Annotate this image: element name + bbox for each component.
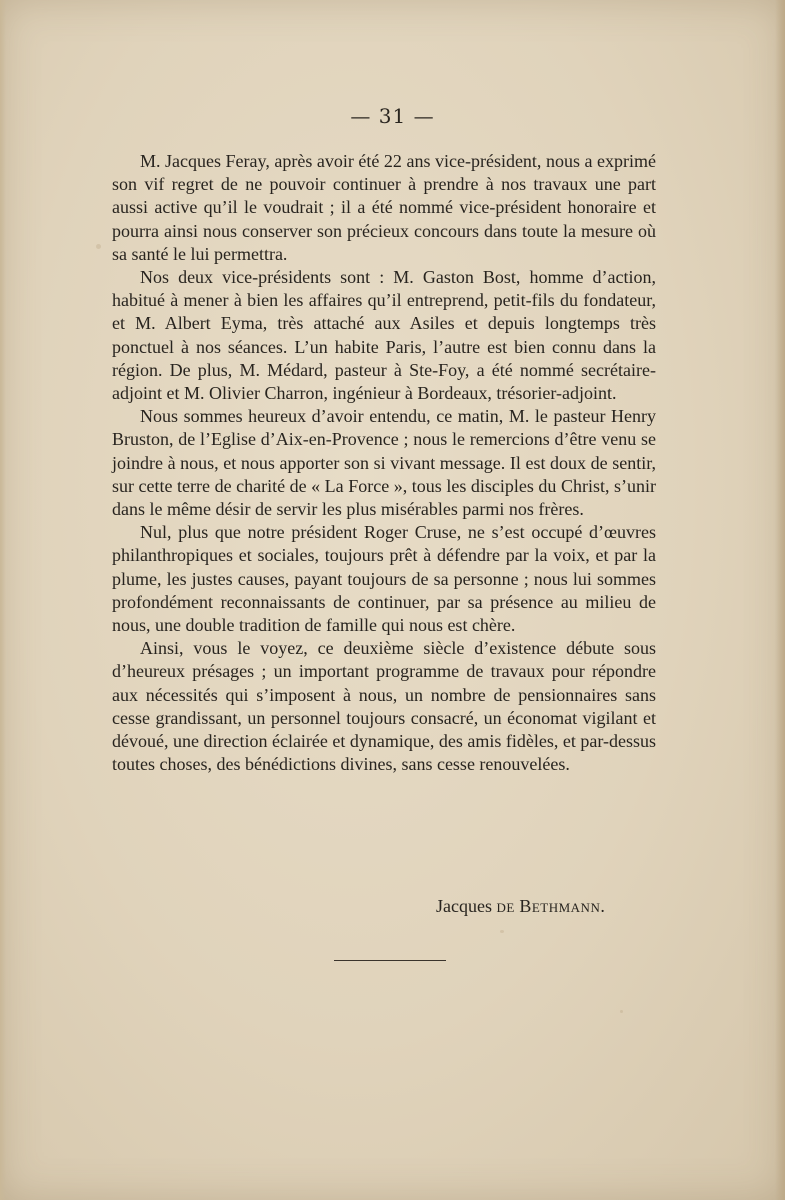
paragraph-cruse: Nul, plus que notre président Roger Cruse, ne s’est occupé d’œuvres philanthropiques et sociales, toujours prêt à défendre par la voix, et par la plume, les justes causes, payant toujours de sa personne ; nous lui sommes profondément reconnaissants de continuer, par sa présence au milieu de nous, une double tradition de famille qui nous est chère. xyxy=(112,522,656,636)
paragraph-vice-presidents: Nos deux vice-présidents sont : M. Gaston Bost, homme d’action, habitué à mener à bien les affaires qu’il entreprend, petit-fils du fondateur, et M. Albert Eyma, très attaché aux Asiles et depuis longtemps très ponctuel à nos séances. L’un habite Paris, l’autre est bien connu dans la région. De plus, M. Médard, pasteur à Ste-Foy, a été nommé secrétaire-adjoint et M. Olivier Charron, ingénieur à Bordeaux, trésorier-adjoint. xyxy=(112,267,656,404)
paragraph-conclusion: Ainsi, vous le voyez, ce deuxième siècle d’existence débute sous d’heureux présages ; un important programme de travaux pour répondre aux nécessités qui s’imposent à nous, un nombre de pensionnaires sans cesse grandissant, un personnel toujours consacré, un économat vigilant et dévoué, une direction éclairée et dynamique, des amis fidèles, et par-dessus toutes choses, des bénédictions divines, sans cesse renouvelées. xyxy=(112,638,656,775)
paragraph-bruston: Nous sommes heureux d’avoir entendu, ce matin, M. le pasteur Henry Bruston, de l’Eglise d’Aix-en-Provence ; nous le remercions d’être venu se joindre à nous, et nous apporter son si vivant message. Il est doux de sentir, sur cette terre de charité de « La Force », tous les disciples du Christ, s’unir dans le même désir de servir les plus misérables parmi nos frères. xyxy=(112,406,656,520)
paper-spot xyxy=(500,930,504,933)
paragraph-feray: M. Jacques Feray, après avoir été 22 ans vice-président, nous a exprimé son vif regret de ne pouvoir continuer à prendre à nos travaux une part aussi active qu’il le voudrait ; il a été nommé vice-président honoraire et pourra ainsi nous conserver son précieux concours dans toute la mesure où sa santé le lui permettra. xyxy=(112,151,656,264)
paper-spot xyxy=(620,1010,623,1013)
page-edge-left xyxy=(0,0,6,1200)
signature-first-name: Jacques xyxy=(436,896,492,916)
signature-surname: Bethmann. xyxy=(519,896,606,916)
closing-rule xyxy=(334,960,446,961)
page-edge-right xyxy=(775,0,785,1200)
paper-spot xyxy=(96,244,101,249)
signature-particle: de xyxy=(496,896,515,916)
page-number: — 31 — xyxy=(350,104,435,128)
body-text xyxy=(112,150,656,776)
signature xyxy=(436,896,605,917)
